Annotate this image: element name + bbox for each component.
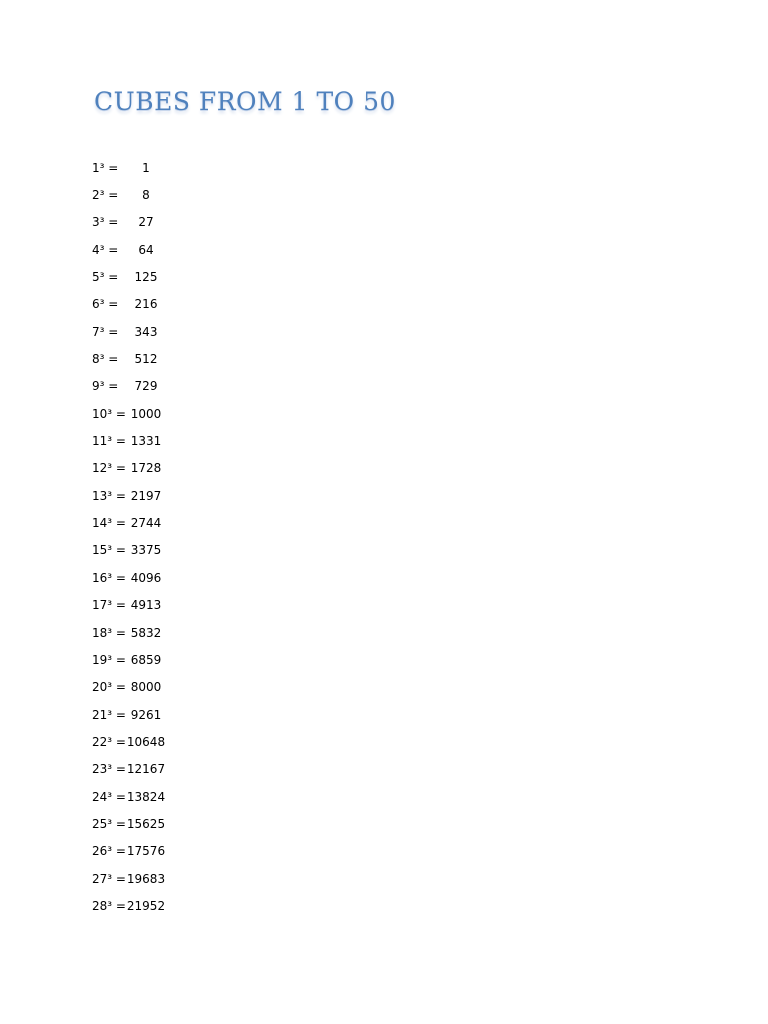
list-item — [92, 810, 166, 837]
cube-expression: 10³ = — [92, 406, 126, 421]
cube-expression: 23³ = — [92, 762, 126, 777]
cube-value: 6859 — [130, 652, 162, 667]
cube-value: 4096 — [130, 570, 162, 585]
list-item — [92, 646, 166, 673]
cube-expression: 24³ = — [92, 789, 126, 804]
cube-expression: 14³ = — [92, 516, 126, 531]
cube-expression: 18³ = — [92, 625, 126, 640]
list-item — [92, 318, 166, 345]
cube-value: 5832 — [130, 625, 162, 640]
list-item — [92, 537, 166, 564]
cube-value: 8000 — [130, 680, 162, 695]
cube-expression: 16³ = — [92, 570, 126, 585]
page-title: CUBES FROM 1 TO 50 — [94, 87, 396, 116]
cube-value: 343 — [134, 324, 158, 339]
cube-value: 21952 — [126, 898, 166, 913]
cube-value: 2197 — [130, 488, 162, 503]
cube-expression: 28³ = — [92, 898, 126, 913]
cube-list — [92, 154, 166, 920]
cube-value: 9261 — [130, 707, 162, 722]
cube-expression: 7³ = — [92, 324, 119, 339]
list-item — [92, 892, 166, 919]
list-item — [92, 865, 166, 892]
list-item — [92, 154, 166, 181]
list-item — [92, 291, 166, 318]
list-item — [92, 783, 166, 810]
list-item — [92, 236, 166, 263]
list-item — [92, 592, 166, 619]
cube-expression: 15³ = — [92, 543, 126, 558]
cube-value: 4913 — [130, 598, 162, 613]
list-item — [92, 181, 166, 208]
list-item — [92, 427, 166, 454]
cube-value: 1000 — [130, 406, 162, 421]
list-item — [92, 455, 166, 482]
cube-value: 27 — [138, 215, 154, 230]
cube-expression: 4³ = — [92, 242, 119, 257]
list-item — [92, 482, 166, 509]
cube-value: 216 — [134, 297, 158, 312]
cube-expression: 19³ = — [92, 652, 126, 667]
list-item — [92, 263, 166, 290]
list-item — [92, 400, 166, 427]
cube-expression: 9³ = — [92, 379, 119, 394]
cube-value: 1331 — [130, 434, 162, 449]
list-item — [92, 838, 166, 865]
cube-expression: 1³ = — [92, 160, 119, 175]
cube-value: 1 — [142, 160, 150, 175]
list-item — [92, 674, 166, 701]
list-item — [92, 209, 166, 236]
list-item — [92, 619, 166, 646]
cube-value: 19683 — [126, 871, 166, 886]
cube-value: 13824 — [126, 789, 166, 804]
cube-expression: 3³ = — [92, 215, 119, 230]
list-item — [92, 509, 166, 536]
cube-expression: 20³ = — [92, 680, 126, 695]
cube-expression: 2³ = — [92, 188, 119, 203]
list-item — [92, 564, 166, 591]
cube-value: 10648 — [126, 734, 166, 749]
cube-value: 1728 — [130, 461, 162, 476]
cube-expression: 21³ = — [92, 707, 126, 722]
cube-expression: 22³ = — [92, 734, 126, 749]
cube-value: 125 — [134, 270, 158, 285]
cube-value: 12167 — [126, 762, 166, 777]
cube-expression: 12³ = — [92, 461, 126, 476]
cube-expression: 17³ = — [92, 598, 126, 613]
cube-expression: 6³ = — [92, 297, 119, 312]
list-item — [92, 345, 166, 372]
cube-expression: 27³ = — [92, 871, 126, 886]
cube-expression: 13³ = — [92, 488, 126, 503]
cube-expression: 26³ = — [92, 844, 126, 859]
cube-value: 8 — [142, 188, 150, 203]
cube-expression: 5³ = — [92, 270, 119, 285]
cube-value: 729 — [134, 379, 158, 394]
cube-expression: 8³ = — [92, 352, 119, 367]
cube-value: 17576 — [126, 844, 166, 859]
cube-value: 15625 — [126, 816, 166, 831]
cube-expression: 25³ = — [92, 816, 126, 831]
cube-value: 512 — [134, 352, 158, 367]
list-item — [92, 373, 166, 400]
cube-expression: 11³ = — [92, 434, 126, 449]
list-item — [92, 701, 166, 728]
list-item — [92, 756, 166, 783]
cube-value: 64 — [138, 242, 154, 257]
cube-value: 3375 — [130, 543, 162, 558]
cube-value: 2744 — [130, 516, 162, 531]
list-item — [92, 728, 166, 755]
